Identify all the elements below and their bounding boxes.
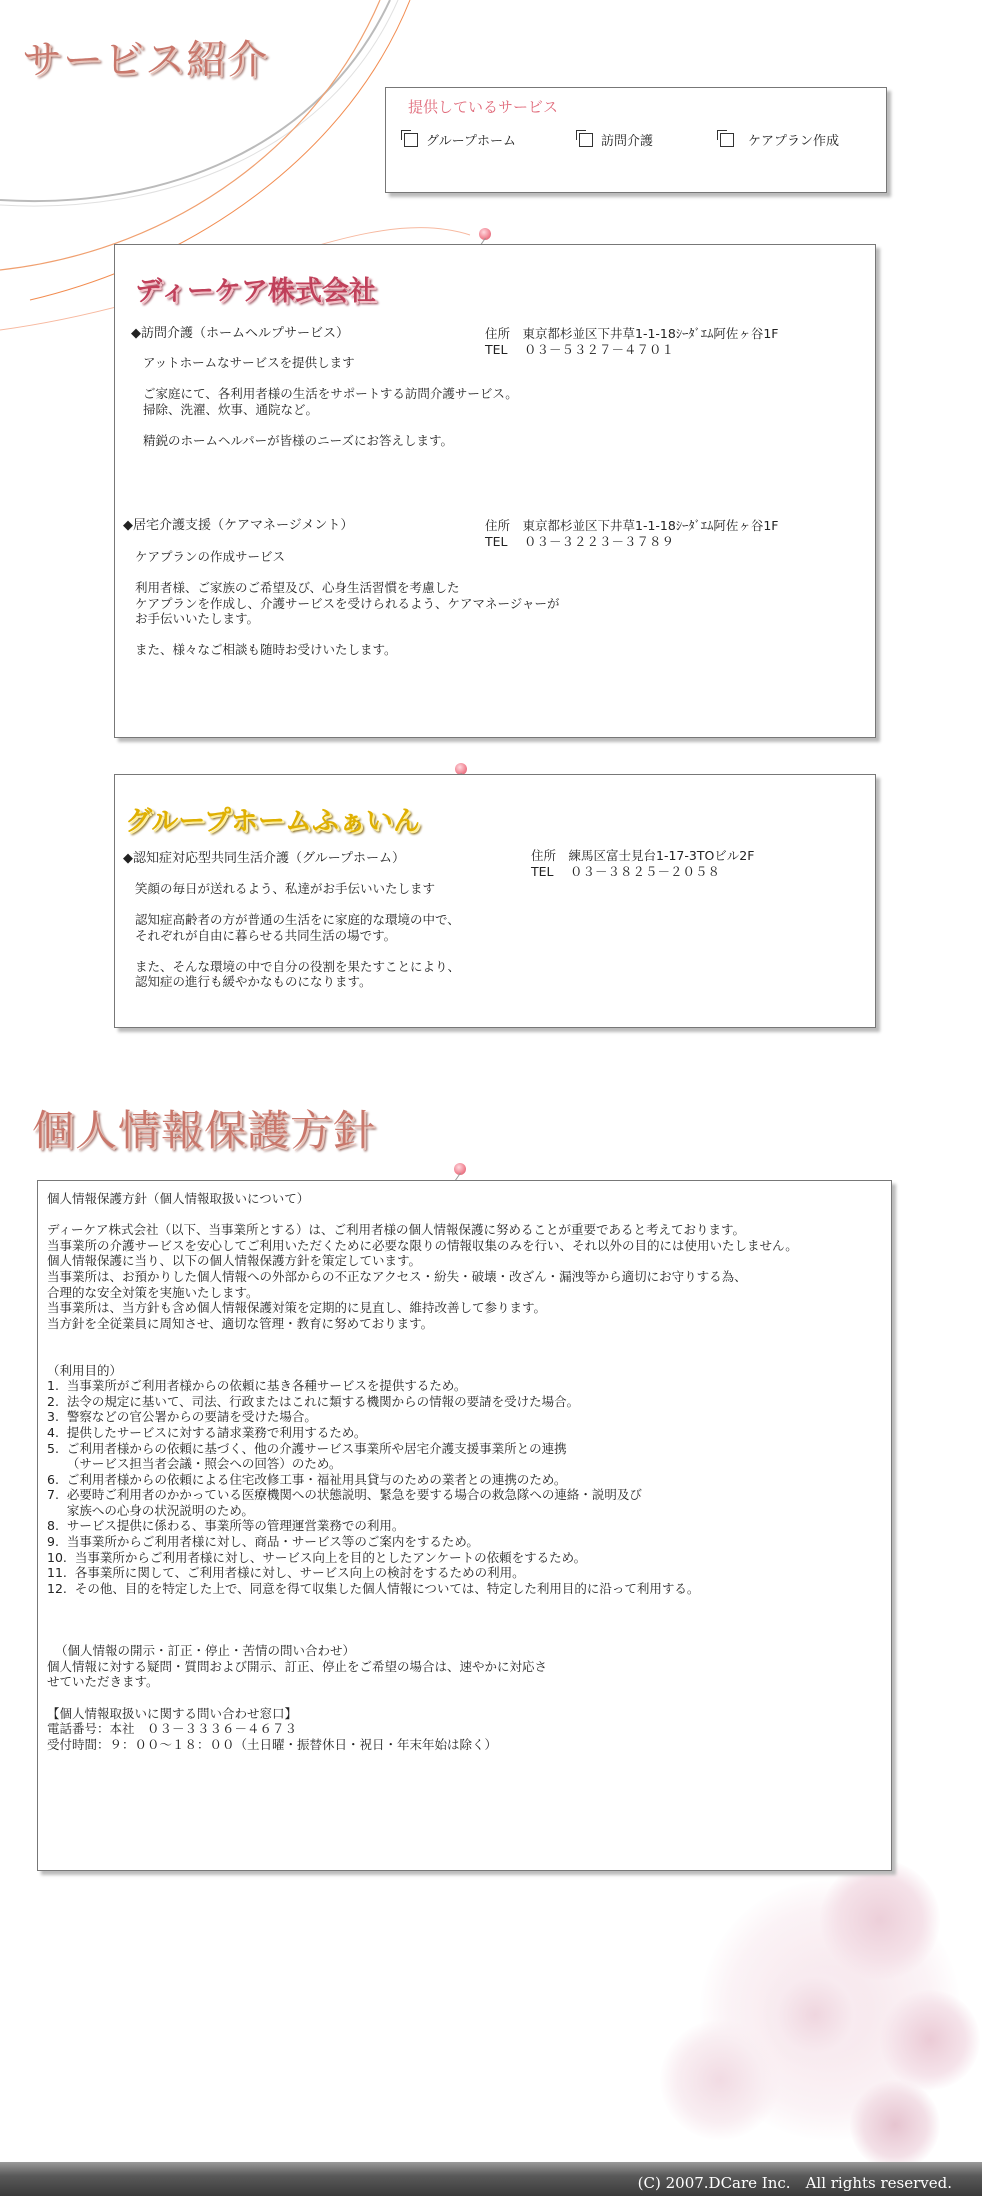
service-link-home-care[interactable]: 訪問介護 [579,130,653,149]
checkbox-icon [720,133,734,147]
privacy-policy-text: 個人情報保護方針（個人情報取扱いについて） ディーケア株式会社（以下、当事業所とする）は、ご利用者様の個人情報保護に努めることが重要であると考えております。 当事業所の介護サービスを安心してご利用いただくために必要な限りの情報収集のみを行い、それ以外の目的には使用いたしません。 個人情報保護に当り、以下の個人情報保護方針を策定しています。 当事業所は、お預かりした個人情報への外部からの不正なアクセス・紛失・破壊・改ざん・漏洩等から適切にお守りする為、 合理的な安全対策を実施いたします。 当事業所は、当方針も含め個人情報保護対策を定期的に見直し、維持改善して参ります。 当方針を全従業員に周知させ、適切な管理・教育に努めております。 （利用目的） 1. 当事業所がご利用者様からの依頼に基き各種サービスを提供するため。 2. 法令の規定に基いて、司法、行政またはこれに類する機関からの情報の要請を受けた場合。 3. 警察などの官公署からの要請を受けた場合。 4. 提供したサービスに対する請求業務で利用するため。 5. ご利用者様からの依頼に基づく、他の介護サービス事業所や居宅介護支援事業所との連携 （サービス担当者会議・照会への回答）のため。 6. ご利用者様からの依頼による住宅改修工事・福祉用具貸与のための業者との連携のため。 7. 必要時ご利用者のかかっている医療機関への状態説明、緊急を要する場合の救急隊への連絡・説明及び 家族への心身の状況説明のため。 8. サービス提供に係わる、事業所等の管理運営業務での利用。 9. 当事業所からご利用者様に対し、商品・サービス等のご案内をするため。 10. 当事業所からご利用者様に対し、サービス向上を目的としたアンケートの依頼をするため。 11. 各事業所に関して、ご利用者様に対し、サービス向上の検討をするための利用。 12. その他、目的を特定した上で、同意を得て収集した個人情報については、特定した利用目的に沿って利用する。 （個人情報の開示・訂正・停止・苦情の問い合わせ） 個人情報に対する疑問・質問および開示、訂正、停止をご希望の場合は、速やかに対応さ せていただきます。 【個人情報取扱いに関する問い合わせ窓口】 電話番号：本社 ０３－３３３６－４６７３ 受付時間：９：００～１８：００（土日曜・振替休日・祝日・年末年始は除く） [47,1191,798,1752]
grouphome-heading: ◆認知症対応型共同生活介護（グループホーム） [123,851,405,866]
privacy-policy-box [37,1180,892,1871]
service-title: サービス紹介 [22,37,268,83]
services-box [385,87,887,193]
privacy-title: 個人情報保護方針 [32,1106,377,1155]
grouphome-address: 住所 練馬区富士見台1-17-3TOビル2F [531,848,755,863]
home-care-heading: ◆訪問介護（ホームヘルプサービス） [131,326,349,341]
care-management-address: 住所 東京都杉並区下井草1-1-18ｼｰﾀﾞｴﾑ阿佐ヶ谷1F [485,518,779,533]
grouphome-box [114,774,876,1028]
footer-bar [0,2162,982,2196]
services-heading: 提供しているサービス [408,98,559,116]
care-management-heading: ◆居宅介護支援（ケアマネージメント） [123,518,354,533]
home-care-description: アットホームなサービスを提供します ご家庭にて、各利用者様の生活をサポートする訪問介護サービス。 掃除、洗濯、炊事、通院など。 精鋭のホームヘルパーが皆様のニーズにお答えします。 [143,355,518,448]
care-management-tel: TEL ０３－３２２３－３７８９ [485,534,674,549]
grouphome-name: グループホームふぁいん [125,806,420,837]
service-link-grouphome[interactable]: グループホーム [404,130,516,149]
dcare-box [114,244,876,738]
grouphome-tel: TEL ０３－３８２５－２０５８ [531,864,720,879]
checkbox-icon [404,133,418,147]
checkbox-icon [579,133,593,147]
grouphome-description: 笑顔の毎日が送れるよう、私達がお手伝いいたします 認知症高齢者の方が普通の生活をに家庭的な環境の中で、 それぞれが自由に暮らせる共同生活の場です。 また、そんな環境の中で自分の役割を果たすことにより、 認知症の進行も緩やかなものになります。 [135,881,461,989]
copyright-text: (C) 2007.DCare Inc. All rights reserved. [637,2174,952,2192]
home-care-address: 住所 東京都杉並区下井草1-1-18ｼｰﾀﾞｴﾑ阿佐ヶ谷1F [485,326,779,341]
care-management-description: ケアプランの作成サービス 利用者様、ご家族のご希望及び、心身生活習慣を考慮した ケアプランを作成し、介護サービスを受けられるよう、ケアマネージャーが お手伝いいたします。 また、様々なご相談も随時お受けいたします。 [135,549,560,657]
service-link-care-plan[interactable]: ケアプラン作成 [720,130,839,149]
dcare-company-name: ディーケア株式会社 [135,276,376,307]
home-care-tel: TEL ０３－５３２７－４７０１ [485,342,674,357]
